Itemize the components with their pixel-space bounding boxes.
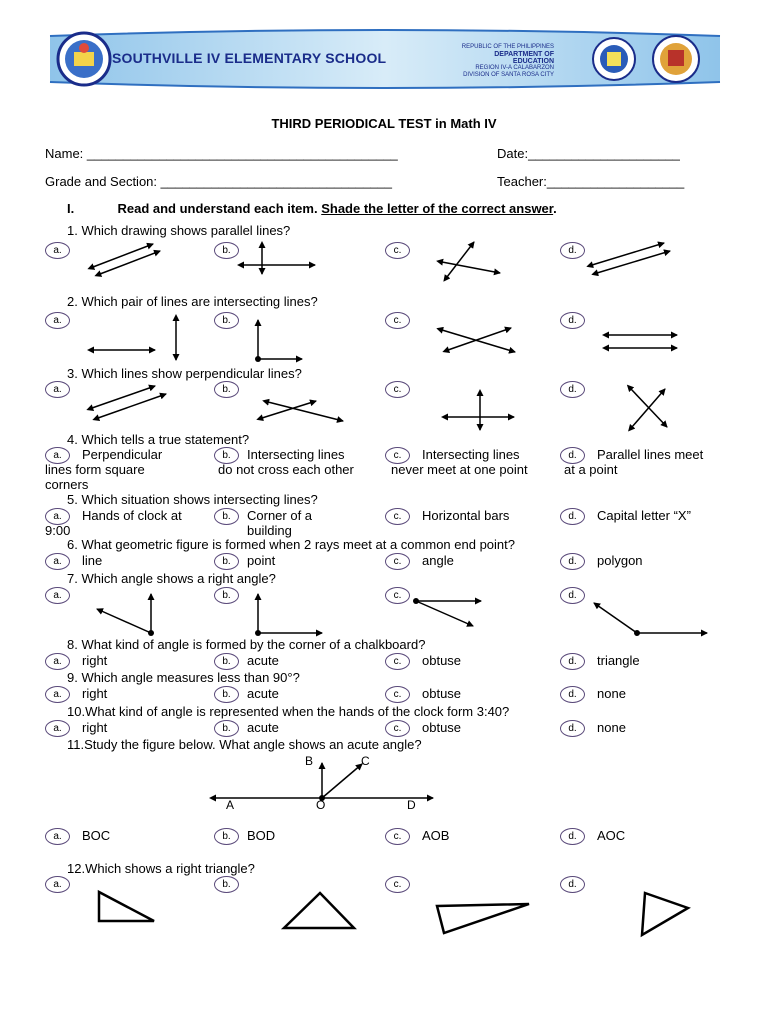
question-9: 9. Which angle measures less than 90°? (67, 670, 300, 685)
q7-a-angle-figure (97, 594, 151, 633)
q4-c-text-1: Intersecting lines (422, 447, 520, 462)
q5-option-b[interactable]: b. (214, 508, 239, 525)
q4-option-d[interactable]: d. (560, 447, 585, 464)
q7-d-angle-figure (594, 603, 707, 633)
q1-b-cross-figure (243, 247, 315, 274)
q12-c-triangle (437, 904, 529, 933)
q3-b-x-figure (262, 401, 343, 421)
q2-c-x-figure (442, 328, 515, 352)
q3-option-c[interactable]: c. (385, 381, 410, 398)
q9-option-c[interactable]: c. (385, 686, 410, 703)
deped-line2: DEPARTMENT OF EDUCATION (494, 51, 554, 65)
question-6: 6. What geometric figure is formed when 2 rays meet at a common end point? (67, 537, 515, 552)
q8-d-text: triangle (597, 653, 640, 668)
q4-b-text-1: Intersecting lines (247, 447, 345, 462)
q5-a-text-1: Hands of clock at (82, 508, 182, 523)
deped-line3: REGION IV-A CALABARZON (475, 65, 554, 71)
q11-option-c[interactable]: c. (385, 828, 410, 845)
deped-line4: DIVISION OF SANTA ROSA CITY (463, 72, 554, 78)
q9-option-d[interactable]: d. (560, 686, 585, 703)
q5-c-text: Horizontal bars (422, 508, 510, 523)
q4-b-text-2: do not cross each other (218, 462, 354, 477)
q2-d-parallel-figure (608, 335, 677, 348)
deped-line1: REPUBLIC OF THE PHILIPPINES (461, 44, 554, 50)
q10-c-text: obtuse (422, 720, 462, 735)
q6-d-text: polygon (597, 553, 643, 568)
date-field[interactable]: Date:_____________________ (497, 146, 680, 161)
q2-b-vertex-dot (255, 356, 261, 362)
q12-option-c[interactable]: c. (385, 876, 410, 893)
q4-option-a[interactable]: a. (45, 447, 70, 464)
q3-c-plus-figure (447, 395, 514, 430)
q7-option-d[interactable]: d. (560, 587, 585, 604)
q3-option-b[interactable]: b. (214, 381, 239, 398)
q11-d-text: AOC (597, 828, 626, 843)
q6-b-text: point (247, 553, 276, 568)
q11-option-d[interactable]: d. (560, 828, 585, 845)
q7-option-a[interactable]: a. (45, 587, 70, 604)
q10-option-d[interactable]: d. (560, 720, 585, 737)
question-3: 3. Which lines show perpendicular lines? (67, 366, 302, 381)
q1-option-c[interactable]: c. (385, 242, 410, 259)
q3-a-parallel-figure (92, 386, 166, 418)
q9-b-text: acute (247, 686, 279, 701)
question-8: 8. What kind of angle is formed by the corner of a chalkboard? (67, 637, 426, 652)
q7-c-angle-figure (416, 601, 481, 626)
question-10: 10.What kind of angle is represented when the hands of the clock form 3:40? (67, 704, 510, 719)
instruction-end: . (553, 201, 557, 216)
question-4: 4. Which tells a true statement? (67, 432, 250, 447)
q4-option-b[interactable]: b. (214, 447, 239, 464)
q2-b-angle-figure (258, 320, 302, 359)
instruction-underlined: Shade the letter of the correct answer (321, 201, 554, 216)
q6-a-text: line (82, 553, 103, 568)
question-2: 2. Which pair of lines are intersecting lines? (67, 294, 318, 309)
q4-d-text-1: Parallel lines meet (597, 447, 704, 462)
q1-option-a[interactable]: a. (45, 242, 70, 259)
test-title: THIRD PERIODICAL TEST in Math IV (271, 116, 497, 131)
q10-option-b[interactable]: b. (214, 720, 239, 737)
q2-option-b[interactable]: b. (214, 312, 239, 329)
q7-a-vertex-dot (148, 630, 154, 636)
q1-c-intersecting-figure (442, 242, 500, 277)
q4-a-text-2: lines form square (45, 462, 145, 477)
question-1: 1. Which drawing shows parallel lines? (67, 223, 291, 238)
q11-figure (215, 763, 433, 798)
q2-option-a[interactable]: a. (45, 312, 70, 329)
question-12: 12.Which shows a right triangle? (67, 861, 255, 876)
q12-option-a[interactable]: a. (45, 876, 70, 893)
instruction-text: Read and understand each item. (117, 201, 318, 216)
q7-b-vertex-dot (255, 630, 261, 636)
q11-b-text: BOD (247, 828, 276, 843)
q2-option-d[interactable]: d. (560, 312, 585, 329)
q11-option-b[interactable]: b. (214, 828, 239, 845)
q11-label-d: D (407, 798, 416, 812)
q1-option-d[interactable]: d. (560, 242, 585, 259)
q6-option-b[interactable]: b. (214, 553, 239, 570)
q11-c-text: AOB (422, 828, 450, 843)
q8-option-d[interactable]: d. (560, 653, 585, 670)
q8-option-b[interactable]: b. (214, 653, 239, 670)
q8-option-a[interactable]: a. (45, 653, 70, 670)
q2-option-c[interactable]: c. (385, 312, 410, 329)
q11-a-text: BOC (82, 828, 111, 843)
q5-b-text-1: Corner of a (247, 508, 313, 523)
q11-label-a: A (226, 798, 235, 812)
q6-c-text: angle (422, 553, 454, 568)
q7-d-vertex-dot (634, 630, 640, 636)
q12-a-triangle (99, 892, 154, 921)
q5-option-d[interactable]: d. (560, 508, 585, 525)
q11-label-o: O (316, 798, 326, 812)
instruction-roman: I. (67, 201, 75, 216)
q8-c-text: obtuse (422, 653, 462, 668)
q9-option-b[interactable]: b. (214, 686, 239, 703)
q9-c-text: obtuse (422, 686, 462, 701)
q11-label-c: C (361, 754, 370, 768)
question-11: 11.Study the figure below. What angle shows an acute angle? (67, 737, 422, 752)
q6-option-a[interactable]: a. (45, 553, 70, 570)
q12-option-b[interactable]: b. (214, 876, 239, 893)
q7-c-vertex-dot (413, 598, 419, 604)
teacher-field[interactable]: Teacher:___________________ (497, 174, 685, 189)
q9-option-a[interactable]: a. (45, 686, 70, 703)
school-name: SOUTHVILLE IV ELEMENTARY SCHOOL (112, 50, 387, 66)
q1-d-parallel-figure (592, 243, 670, 273)
q6-option-c[interactable]: c. (385, 553, 410, 570)
q8-a-text: right (82, 653, 108, 668)
q5-option-a[interactable]: a. (45, 508, 70, 525)
q4-a-text-1: Perpendicular (82, 447, 163, 462)
question-7: 7. Which angle shows a right angle? (67, 571, 276, 586)
question-5: 5. Which situation shows intersecting lines? (67, 492, 318, 507)
q8-b-text: acute (247, 653, 279, 668)
q4-c-text-2: never meet at one point (391, 462, 528, 477)
q10-option-c[interactable]: c. (385, 720, 410, 737)
q9-d-text: none (597, 686, 626, 701)
q5-a-text-2: 9:00 (45, 523, 71, 538)
q7-b-angle-figure (258, 594, 322, 633)
q1-a-parallel-figure (93, 244, 160, 274)
q12-d-triangle (642, 893, 688, 935)
q3-d-x-figure (631, 389, 667, 427)
q1-option-b[interactable]: b. (214, 242, 239, 259)
q7-option-c[interactable]: c. (385, 587, 410, 604)
q4-a-text-3: corners (45, 477, 89, 492)
q4-option-c[interactable]: c. (385, 447, 410, 464)
q5-b-text-2: building (247, 523, 292, 538)
q6-option-d[interactable]: d. (560, 553, 585, 570)
q10-d-text: none (597, 720, 626, 735)
q5-d-text: Capital letter “X” (597, 508, 691, 523)
q3-option-d[interactable]: d. (560, 381, 585, 398)
q9-a-text: right (82, 686, 108, 701)
q10-b-text: acute (247, 720, 279, 735)
q11-option-a[interactable]: a. (45, 828, 70, 845)
q11-label-b: B (305, 754, 314, 768)
q3-option-a[interactable]: a. (45, 381, 70, 398)
q7-option-b[interactable]: b. (214, 587, 239, 604)
q12-option-d[interactable]: d. (560, 876, 585, 893)
q8-option-c[interactable]: c. (385, 653, 410, 670)
grade-section-field[interactable]: Grade and Section: ________________________________ (45, 174, 392, 189)
q12-b-triangle (284, 893, 354, 928)
q4-d-text-2: at a point (564, 462, 618, 477)
q10-a-text: right (82, 720, 108, 735)
q10-option-a[interactable]: a. (45, 720, 70, 737)
name-field[interactable]: Name: ___________________________________________ (45, 146, 398, 161)
q5-option-c[interactable]: c. (385, 508, 410, 525)
